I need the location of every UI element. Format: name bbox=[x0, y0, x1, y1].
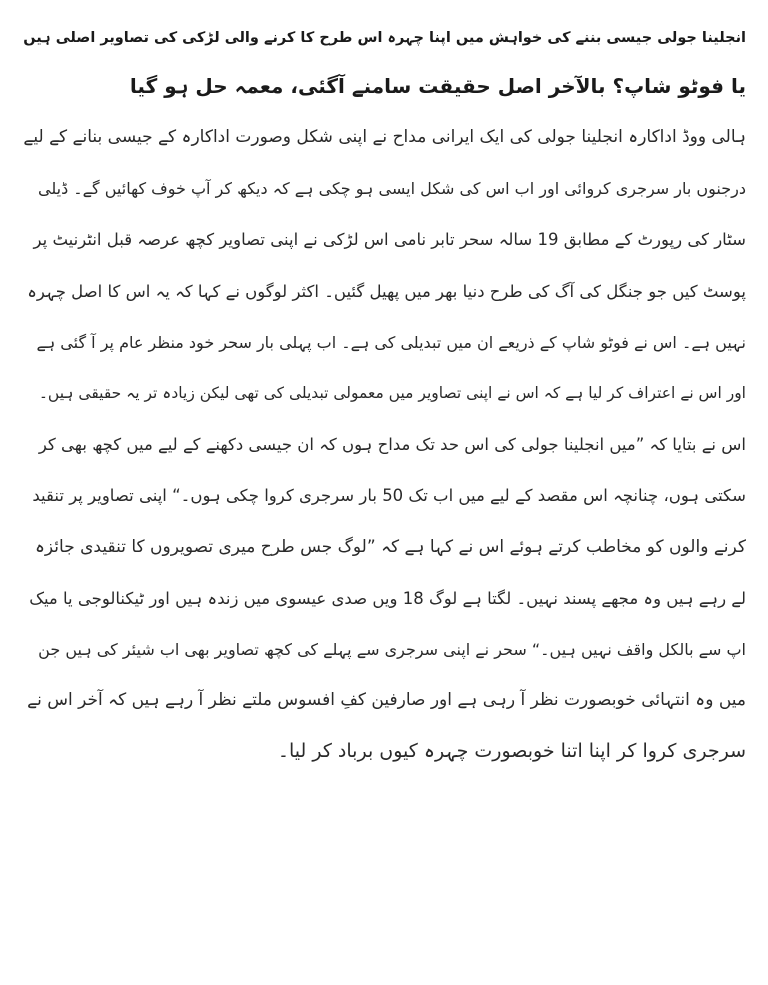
body-line: ہالی ووڈ اداکارہ انجلینا جولی کی ایک ایرانی مداح نے اپنی شکل وصورت اداکارہ کے جیسی بنانے کے لیے bbox=[23, 127, 746, 147]
body-line: اس نے بتایا کہ ”میں انجلینا جولی کی اس حد تک مداح ہوں کہ ان جیسی دکھنے کے لیے میں کچھ بھی کر bbox=[38, 435, 746, 455]
article-headline bbox=[20, 14, 746, 110]
body-line: سٹار کی رپورٹ کے مطابق 19 سالہ سحر تابر نامی اس لڑکی نے اپنی تصاویر کچھ عرصہ قبل انٹرنیٹ پر bbox=[33, 230, 746, 250]
headline-line: انجلینا جولی جیسی بننے کی خواہش میں اپنا چہرہ اس طرح کا کرنے والی لڑکی کی تصاویر اصلی ہیں bbox=[23, 30, 746, 46]
body-line: کرنے والوں کو مخاطب کرتے ہوئے اس نے کہا ہے کہ ”لوگ جس طرح میری تصویروں کا تنقیدی جائزہ bbox=[34, 536, 746, 557]
body-line: سرجری کروا کر اپنا اتنا خوبصورت چہرہ کیوں برباد کر لیا۔ bbox=[277, 740, 746, 763]
body-line: درجنوں بار سرجری کروائی اور اب اس کی شکل ایسی ہو چکی ہے کہ دیکھ کر آپ خوف کھائیں گے۔ ڈیلی bbox=[37, 179, 746, 199]
body-line: سکتی ہوں، چنانچہ اس مقصد کے لیے میں اب تک 50 بار سرجری کروا چکی ہوں۔“ اپنی تصاویر پر تنقید bbox=[32, 486, 746, 506]
headline-line: یا فوٹو شاپ؟ بالآخر اصل حقیقت سامنے آگئی، معمہ حل ہو گیا bbox=[129, 74, 746, 98]
body-line: لے رہے ہیں وہ مجھے پسند نہیں۔ لگتا ہے لوگ 18 ویں صدی عیسوی میں زندہ ہیں اور ٹیکنالوجی یا میک bbox=[29, 588, 746, 608]
article-body bbox=[20, 112, 746, 777]
body-line: پوسٹ کیں جو جنگل کی آگ کی طرح دنیا بھر میں پھیل گئیں۔ اکثر لوگوں نے کہا کہ یہ اس کا اصل چہرہ bbox=[27, 281, 746, 301]
body-line: اپ سے بالکل واقف نہیں ہیں۔“ سحر نے اپنی سرجری سے پہلے کی کچھ تصاویر بھی اب شیئر کی ہیں جن bbox=[38, 639, 746, 659]
body-line: میں وہ انتہائی خوبصورت نظر آ رہی ہے اور صارفین کفِ افسوس ملتے نظر آ رہے ہیں کہ آخر اس نے bbox=[27, 690, 746, 711]
body-line: اور اس نے اعتراف کر لیا ہے کہ اس نے اپنی تصاویر میں معمولی تبدیلی کی تھی لیکن زیادہ تر یہ حقیقی ہیں۔ bbox=[38, 383, 746, 402]
body-line: نہیں ہے۔ اس نے فوٹو شاپ کے ذریعے ان میں تبدیلی کی ہے۔ اب پہلی بار سحر خود منظر عام پر آ گئی ہے bbox=[36, 332, 746, 352]
